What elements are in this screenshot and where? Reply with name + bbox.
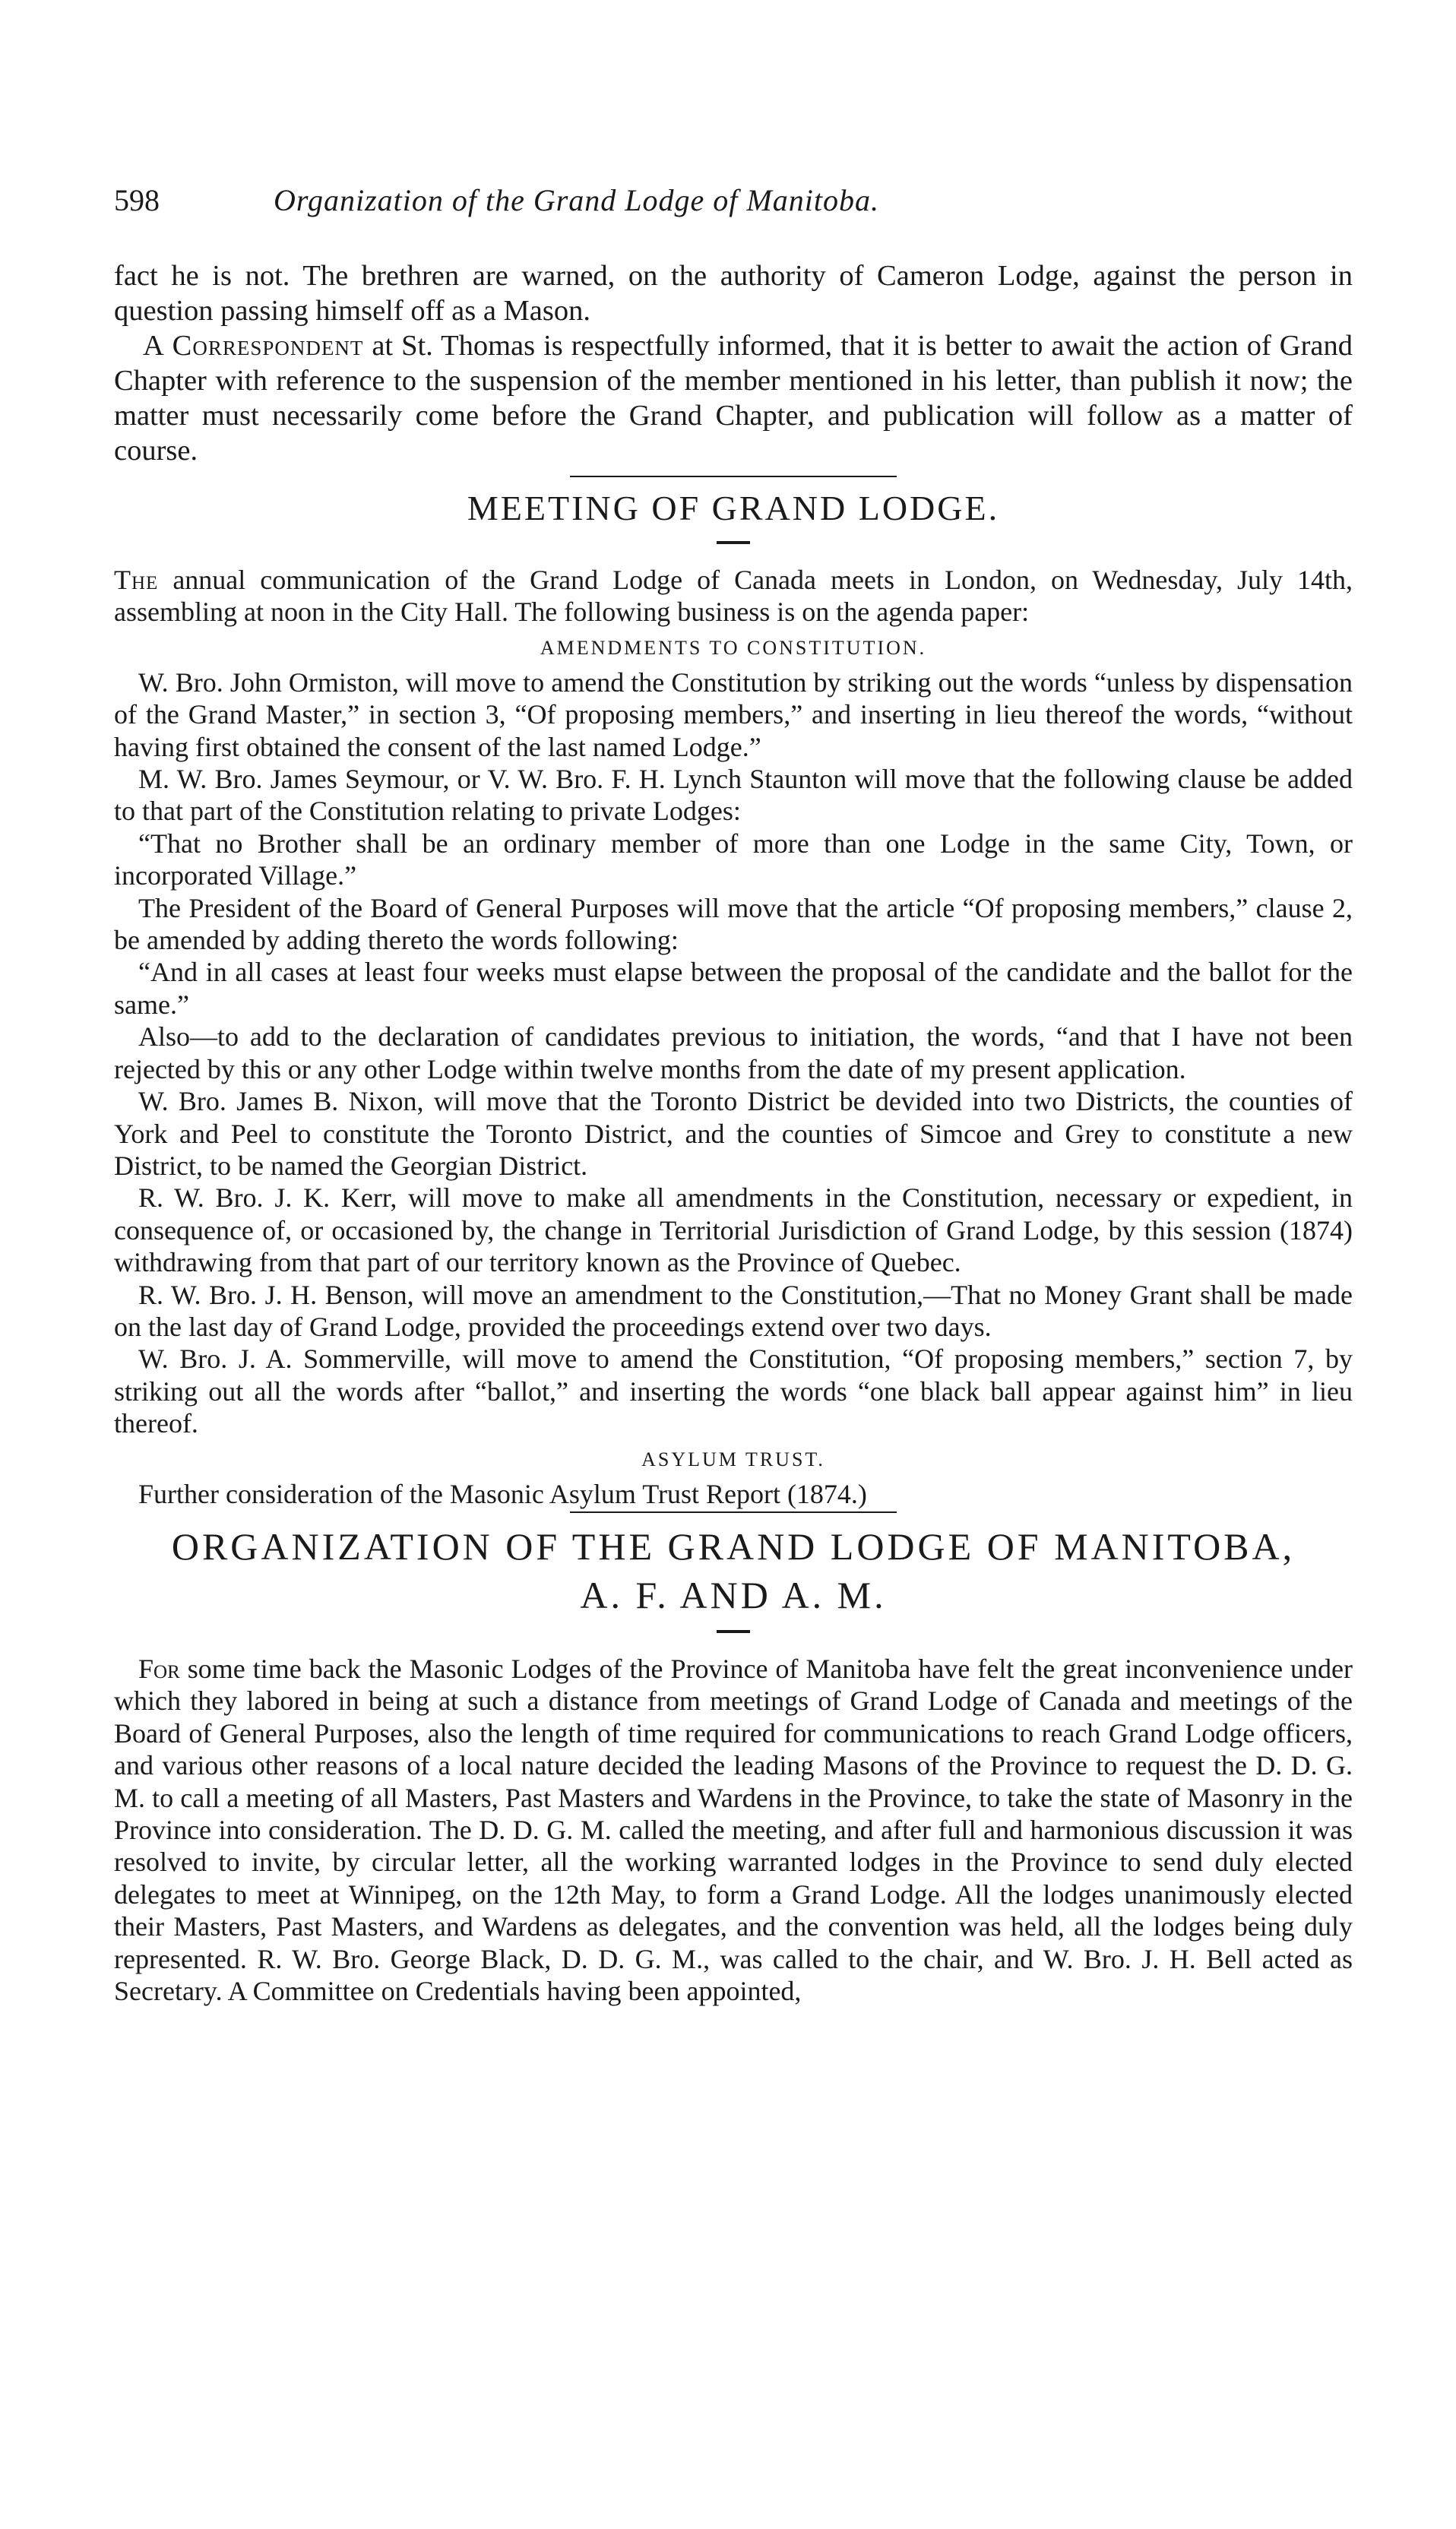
asylum-text: Further consideration of the Masonic Asylum Trust Report (1874.) (138, 1478, 867, 1509)
section-divider (570, 476, 897, 477)
meeting-intro-text: annual communication of the Grand Lodge of Canada meets in London, on Wednesday, July 14th, assembling at noon in the City Hall. The following business is on the agenda paper: (114, 565, 1353, 628)
running-head (114, 182, 1353, 228)
page-number: 598 (114, 183, 160, 217)
section-divider (570, 1511, 897, 1513)
document-page (114, 182, 1353, 2007)
agenda-item: “That no Brother shall be an ordinary member of more than one Lodge in the same City, Town, or incorporated Village.” (114, 828, 1353, 891)
running-title: Organization of the Grand Lodge of Manitoba. (274, 183, 879, 217)
note-paragraph: fact he is not. The brethren are warned, on the authority of Cameron Lodge, against the person in question passing himself off as a Mason. (114, 260, 1353, 327)
agenda-item: Also—to add to the declaration of candidates previous to initiation, the words, “and that I have not been rejected by this or any other Lodge within twelve months from the date of my present application. (114, 1021, 1353, 1084)
meeting-heading: MEETING OF GRAND LODGE. (467, 489, 1000, 527)
correspondent-notes (114, 258, 1353, 468)
agenda-item: W. Bro. J. A. Sommerville, will move to amend the Constitution, “Of proposing members,” section 7, by striking out all the words after “ballot,” and inserting the words “one black ball appear against him” in lieu thereof. (114, 1344, 1353, 1439)
organization-subheading: A. F. AND A. M. (580, 1573, 887, 1616)
amendments-subheading: AMENDMENTS TO CONSTITUTION. (540, 636, 927, 659)
agenda-item: R. W. Bro. J. K. Kerr, will move to make all amendments in the Constitution, necessary or expedient, in consequence of, or occasioned by, the change in Territorial Jurisdiction of Grand Lodge, by this session (1874) withdrawing from that part of our territory known as the Province of Quebec. (114, 1182, 1353, 1278)
agenda-item: “And in all cases at least four weeks must elapse between the proposal of the candidate and the ballot for the same.” (114, 957, 1353, 1020)
asylum-subheading: ASYLUM TRUST. (641, 1448, 825, 1470)
heading-dash (717, 541, 750, 544)
organization-lead: For (138, 1653, 180, 1684)
organization-heading: ORGANIZATION OF THE GRAND LODGE OF MANITOBA, (171, 1524, 1296, 1568)
agenda-item: W. Bro. James B. Nixon, will move that the Toronto District be devided into two Districts, the counties of York and Peel to constitute the Toronto District, and the counties of Simcoe and Grey to constitute a new District, to be named the Georgian District. (114, 1086, 1353, 1181)
meeting-intro-lead: The (114, 565, 159, 595)
organization-body (114, 1653, 1353, 2007)
heading-dash (717, 1630, 750, 1633)
meeting-agenda (114, 564, 1353, 1510)
note-text: at St. Thomas is respectfully informed, that it is better to await the action of Grand Chapter with reference to the suspension of the member mentioned in his letter, than publish it now; the matter must necessarily come before the Grand Chapter, and publication will follow as a matter of course. (114, 330, 1353, 467)
organization-paragraph (114, 1653, 1353, 2007)
agenda-item: M. W. Bro. James Seymour, or V. W. Bro. F. H. Lynch Staunton will move that the following clause be added to that part of the Constitution relating to private Lodges: (114, 764, 1353, 827)
meeting-intro (114, 564, 1353, 628)
agenda-item: R. W. Bro. J. H. Benson, will move an amendment to the Constitution,—That no Money Grant shall be made on the last day of Grand Lodge, provided the proceedings extend over two days. (114, 1279, 1353, 1342)
agenda-item: The President of the Board of General Purposes will move that the article “Of proposing members,” clause 2, be amended by adding thereto the words following: (114, 892, 1353, 956)
organization-text: some time back the Masonic Lodges of the Province of Manitoba have felt the great inconvenience under which they labored in being at such a distance from meetings of Grand Lodge of Canada and meetings of the Board of General Purposes, also the length of time required for communications to reach Grand Lodge officers, and various other reasons of a local nature decided the leading Masons of the Province to request the D. D. G. M. to call a meeting of all Masters, Past Masters and Wardens in the Province, to take the state of Masonry in the Province into consideration. The D. D. G. M. called the meeting, and after full and harmonious discussion it was resolved to invite, by circular letter, all the working warranted lodges in the Province to send duly elected delegates to meet at Winnipeg, on the 12th May, to form a Grand Lodge. All the lodges unanimously elected their Masters, Past Masters, and Wardens as delegates, and the convention was held, all the lodges being duly represented. R. W. Bro. George Black, D. D. G. M., was called to the chair, and W. Bro. J. H. Bell acted as Secretary. A Committee on Credentials having been appointed, (114, 1653, 1353, 2007)
agenda-item: W. Bro. John Ormiston, will move to amend the Constitution by striking out the words “unless by dispensation of the Grand Master,” in section 3, “Of proposing members,” and inserting in lieu thereof the words, “without having first obtained the consent of the last named Lodge.” (114, 666, 1353, 762)
note-lead: A Correspondent (143, 330, 364, 362)
note-paragraph (114, 328, 1353, 468)
